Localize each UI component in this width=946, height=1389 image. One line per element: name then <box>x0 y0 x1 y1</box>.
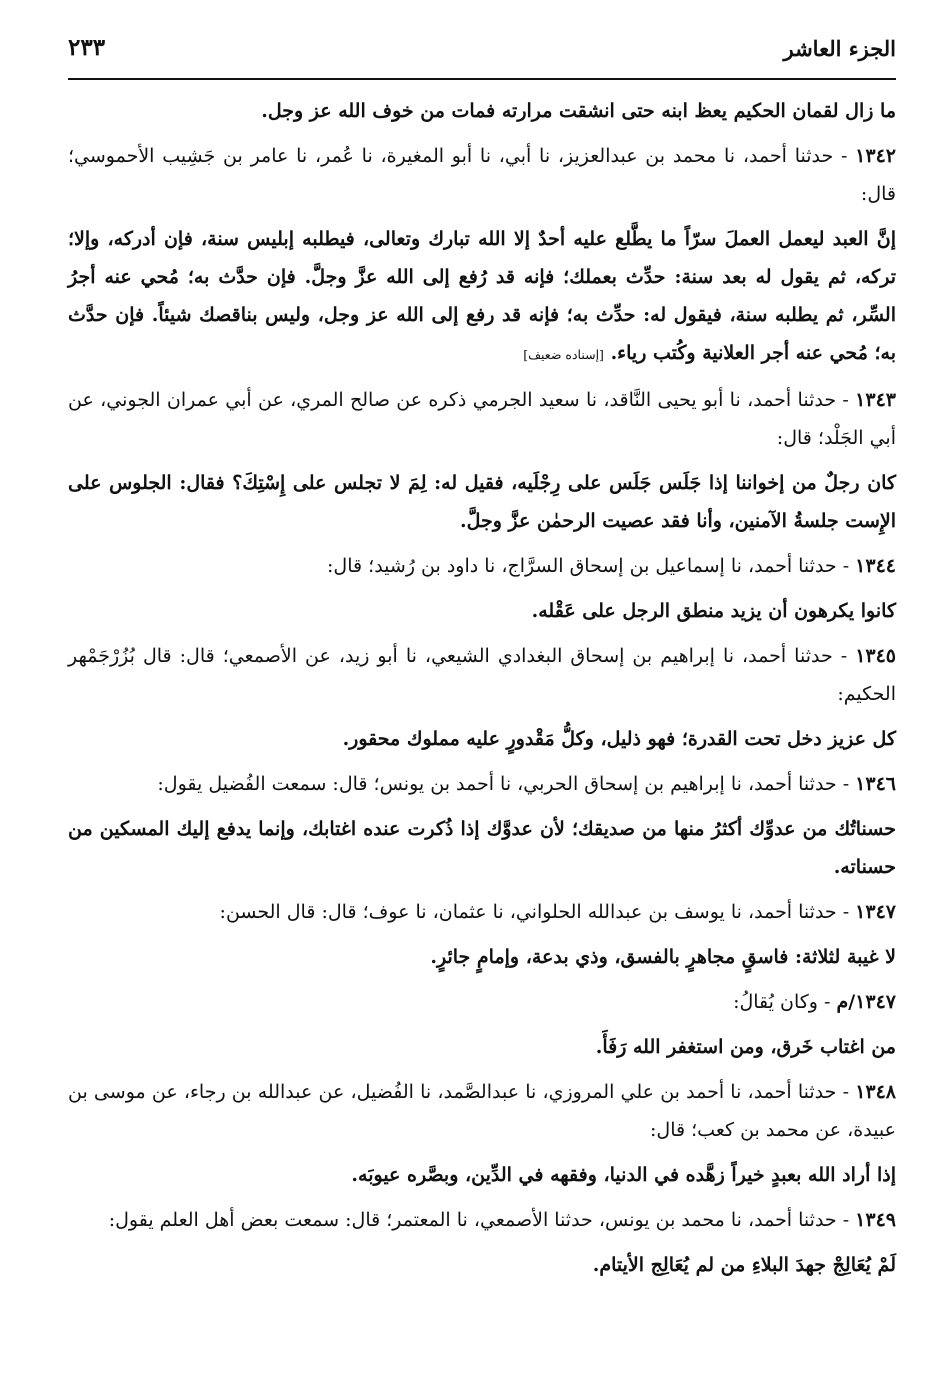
isnad-text: حدثنا أحمد، نا إسماعيل بن إسحاق السرَّاج، نا داود بن رُشيد؛ قال: <box>327 555 837 577</box>
saying-text: لَمْ يُعَالِجْ جهدَ البلاءِ من لم يُعَالِج الأيتام. <box>592 1254 896 1276</box>
saying-paragraph <box>68 220 896 374</box>
isnad-text: حدثنا أحمد، نا محمد بن عبدالعزيز، نا أبي، نا أبو المغيرة، نا عُمر، نا عامر بن جَشِيب الأحموسي؛ قال: <box>68 145 896 205</box>
hadith-number: ١٣٤٢ <box>855 145 896 167</box>
hadith-number: ١٣٤٧ <box>855 901 896 923</box>
saying-text: ما زال لقمان الحكيم يعظ ابنه حتى انشقت مرارته فمات من خوف الله عز وجل. <box>261 100 896 122</box>
grading-note: [إسناده ضعيف] <box>523 347 604 362</box>
saying-text: كل عزيز دخل تحت القدرة؛ فهو ذليل، وكلُّ مَقْدورٍ عليه مملوك محقور. <box>342 728 896 750</box>
saying-paragraph <box>68 1246 896 1284</box>
saying-paragraph <box>68 810 896 886</box>
isnad-text: حدثنا أحمد، نا إبراهيم بن إسحاق الحربي، نا أحمد بن يونس؛ قال: سمعت الفُضيل يقول: <box>157 773 837 795</box>
saying-paragraph <box>68 1156 896 1194</box>
isnad-paragraph: ١٣٤٥ - حدثنا أحمد، نا إبراهيم بن إسحاق البغدادي الشيعي، نا أبو زيد، عن الأصمعي؛ قال: قال بُزُرْجَمْهر الحكيم: <box>68 645 897 705</box>
page-body <box>68 92 896 1291</box>
isnad-paragraph: ١٣٤٩ - حدثنا أحمد، نا محمد بن يونس، حدثنا الأصمعي، نا المعتمر؛ قال: سمعت بعض أهل العلم يقول: <box>108 1209 896 1231</box>
isnad-text: حدثنا أحمد، نا أبو يحيى النَّاقد، نا سعيد الجرمي ذكره عن صالح المري، عن أبي عمران الجوني، عن أبي الجَلْد؛ قال: <box>68 389 896 449</box>
saying-text: كان رجلٌ من إخواننا إذا جَلَس جَلَس على رِجْلَيه، فقيل له: لِمَ لا تجلس على إِسْتِكَ؟ فقال: الجلوس على الإِست جلسةُ الآمنين، وأنا فقد عصيت الرحمٰن عزَّ وجلَّ. <box>68 472 896 532</box>
isnad-text: حدثنا أحمد، نا محمد بن يونس، حدثنا الأصمعي، نا المعتمر؛ قال: سمعت بعض أهل العلم يقول: <box>108 1209 837 1231</box>
saying-text: لا غيبة لثلاثة: فاسقٍ مجاهرٍ بالفسق، وذي بدعة، وإمامٍ جائرٍ. <box>430 946 896 968</box>
page-header <box>68 30 896 80</box>
isnad-paragraph: ١٣٤٧ - حدثنا أحمد، نا يوسف بن عبدالله الحلواني، نا عثمان، نا عوف؛ قال: قال الحسن: <box>219 901 896 923</box>
isnad-paragraph: ١٣٤٤ - حدثنا أحمد، نا إسماعيل بن إسحاق السرَّاج، نا داود بن رُشيد؛ قال: <box>327 555 896 577</box>
isnad-paragraph: ١٣٤٣ - حدثنا أحمد، نا أبو يحيى النَّاقد، نا سعيد الجرمي ذكره عن صالح المري، عن أبي عمران الجوني، عن أبي الجَلْد؛ قال: <box>68 389 896 449</box>
running-title: الجزء العاشر <box>783 36 896 61</box>
saying-paragraph <box>68 464 896 540</box>
saying-paragraph <box>68 92 896 130</box>
isnad-paragraph: ١٣٤٧/م - وكان يُقالُ: <box>733 991 896 1013</box>
hadith-number: ١٣٤٣ <box>855 389 896 411</box>
page-number: ٢٣٣ <box>68 34 106 61</box>
saying-paragraph <box>68 1028 896 1066</box>
isnad-paragraph: ١٣٤٨ - حدثنا أحمد، نا أحمد بن علي المروزي، نا عبدالصَّمد، نا الفُضيل، عن عبدالله بن رجاء، عن موسى بن عبيدة، عن محمد بن كعب؛ قال: <box>68 1081 897 1141</box>
saying-text: كانوا يكرهون أن يزيد منطق الرجل على عَقْله. <box>531 600 896 622</box>
saying-text: من اغتاب خَرق، ومن استغفر الله رَفَأَ. <box>595 1036 896 1058</box>
hadith-number: ١٣٤٤ <box>855 555 896 577</box>
saying-paragraph <box>68 720 896 758</box>
isnad-text: وكان يُقالُ: <box>733 991 818 1013</box>
isnad-paragraph: ١٣٤٢ - حدثنا أحمد، نا محمد بن عبدالعزيز، نا أبي، نا أبو المغيرة، نا عُمر، نا عامر بن جَشِيب الأحموسي؛ قال: <box>68 145 896 205</box>
hadith-number: ١٣٤٥ <box>855 645 897 667</box>
isnad-text: حدثنا أحمد، نا إبراهيم بن إسحاق البغدادي الشيعي، نا أبو زيد، عن الأصمعي؛ قال: قال بُزُرْجَمْهر الحكيم: <box>68 645 896 705</box>
hadith-number: ١٣٤٩ <box>855 1209 896 1231</box>
hadith-number: ١٣٤٦ <box>855 773 896 795</box>
hadith-number: ١٣٤٧/م <box>836 991 896 1013</box>
hadith-number: ١٣٤٨ <box>855 1081 897 1103</box>
saying-paragraph <box>68 938 896 976</box>
saying-text: حسناتُك من عدوِّك أكثرُ منها من صديقك؛ لأن عدوَّك إذا ذُكرت عنده اغتابك، وإنما يدفع إليك المسكين من حسناته. <box>68 818 896 878</box>
saying-text: إنَّ العبد ليعمل العملَ سرّاً ما يطَّلع عليه أحدٌ إلا الله تبارك وتعالى، فيطلبه إبليس سنة، فإن أدركه، وإلا؛ تركه، ثم يقول له بعد سنة: حدِّث بعملك؛ فإنه قد رُفع إلى الله عزَّ وجلَّ. فإن حدَّث به؛ مُحي عنه أجرُ السِّر، ثم يطلبه سنة، فيقول له: حدِّث به؛ فإنه قد رفع إلى الله عز وجل، وليس بناقصك شيئاً. فإن حدَّث به؛ مُحي عنه أجر العلانية وكُتب رياء. <box>68 228 896 364</box>
isnad-paragraph: ١٣٤٦ - حدثنا أحمد، نا إبراهيم بن إسحاق الحربي، نا أحمد بن يونس؛ قال: سمعت الفُضيل يقول: <box>157 773 896 795</box>
isnad-text: حدثنا أحمد، نا يوسف بن عبدالله الحلواني، نا عثمان، نا عوف؛ قال: قال الحسن: <box>219 901 837 923</box>
saying-paragraph <box>68 592 896 630</box>
saying-text: إذا أراد الله بعبدٍ خيراً زهَّده في الدنيا، وفقهه في الدِّين، وبصَّره عيوبَه. <box>351 1164 896 1186</box>
isnad-text: حدثنا أحمد، نا أحمد بن علي المروزي، نا عبدالصَّمد، نا الفُضيل، عن عبدالله بن رجاء، عن موسى بن عبيدة، عن محمد بن كعب؛ قال: <box>68 1081 896 1141</box>
